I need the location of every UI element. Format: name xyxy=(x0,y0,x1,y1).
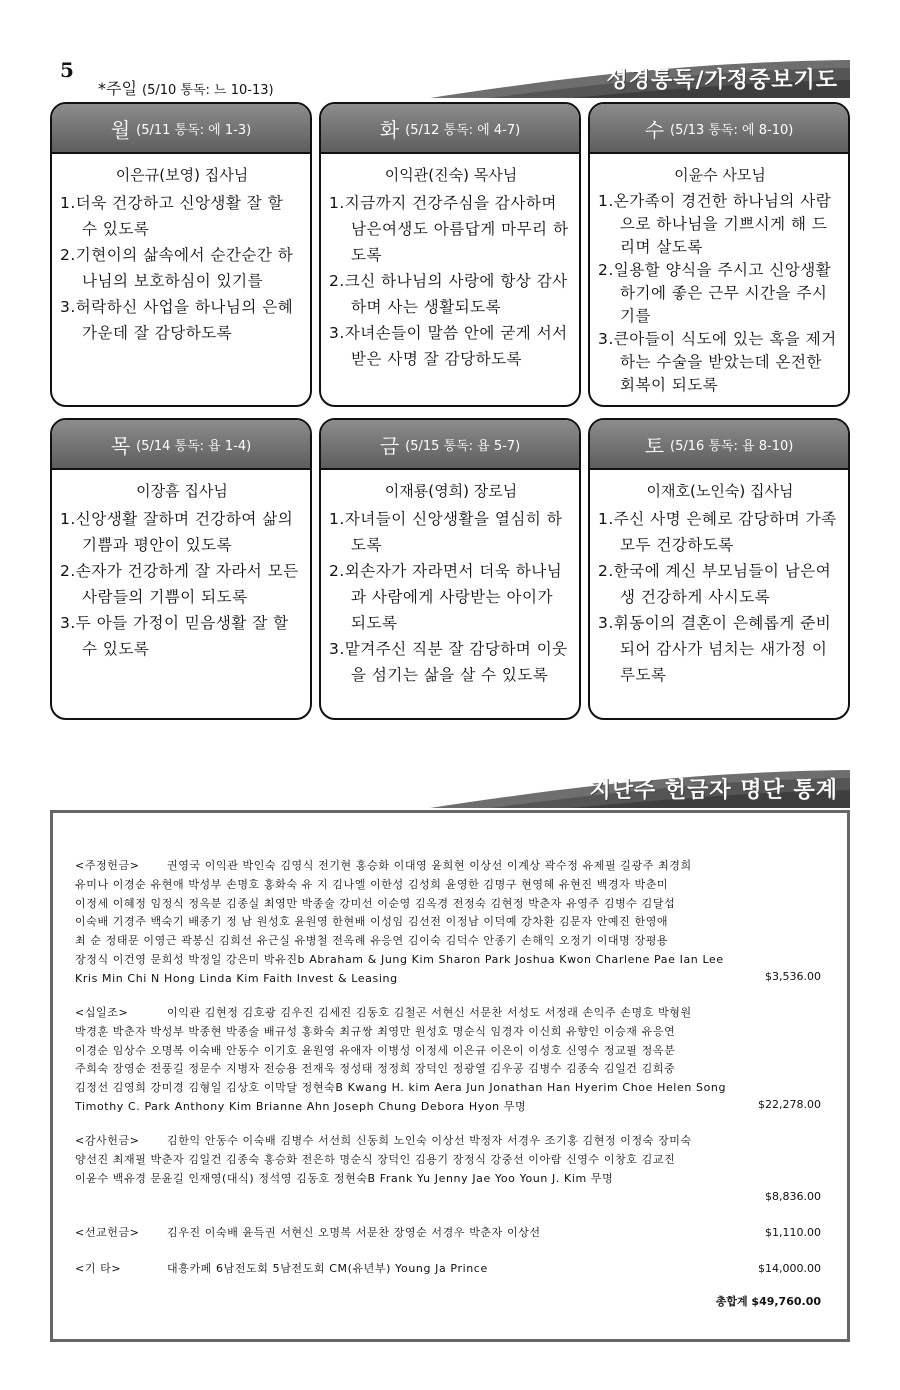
offering-category: <십일조> xyxy=(75,1006,129,1019)
sunday-reading-range: (5/10 통독: 느 10-13) xyxy=(142,83,274,98)
offering-names: Timothy C. Park Anthony Kim Brianne Ahn Joseph Chung Debora Hyon 무명 xyxy=(75,1099,527,1113)
page-number: 5 xyxy=(60,58,74,82)
offering-amount: $8,836.00 xyxy=(765,1190,821,1203)
offering-names: 최 순 정태문 이영근 곽봉신 김희선 유근실 유병철 전옥례 유응연 김이숙 김덕수 안종기 손해익 오정기 이대명 장평용 xyxy=(75,934,669,948)
offering-names: 이숙배 기경주 백숙기 배종기 정 남 원성호 윤원영 한현배 이성임 김선전 이정남 이덕예 강차환 김문자 안예진 한영애 xyxy=(75,915,669,929)
banner-title: 성경통독/가정중보기도 xyxy=(606,67,838,93)
offering-names: 김우진 이숙배 윤득권 서현신 오명복 서문찬 장영순 서경우 박춘자 이상선 xyxy=(167,1226,541,1239)
section-banner-offering xyxy=(430,770,850,808)
offering-names: 유미나 이경순 유현애 박성부 손명호 홍화숙 유 지 김나엘 이한성 김성희 윤영한 김명구 현영혜 유현진 백경자 박춘미 xyxy=(75,877,669,891)
offering-names: 주희숙 장영순 전풍길 정문수 지병자 전승용 전재욱 정성태 정정희 장덕인 정광열 김우공 김병수 김종숙 김일건 김희중 xyxy=(75,1062,676,1076)
offering-names: 이정세 이혜정 임정식 정옥분 김종실 최영만 박종술 강미선 이순영 김옥경 전정숙 김현정 박춘자 유영주 김병수 김달섭 xyxy=(75,896,676,910)
prayer-item: 2.크신 하나님의 사랑에 항상 감사하며 사는 생활되도록 xyxy=(329,272,568,316)
prayer-item: 1.주신 사명 은혜로 감당하며 가족 모두 건강하도록 xyxy=(598,510,837,554)
offering-amount: $22,278.00 xyxy=(758,1098,821,1111)
offering-amount: $14,000.00 xyxy=(758,1262,821,1275)
offering-category: <감사헌금> xyxy=(75,1134,140,1147)
day-card-fri xyxy=(319,418,581,720)
day-card-tue xyxy=(319,102,581,407)
day-name: 목 xyxy=(110,433,131,458)
offering-names: 대흥카페 6남전도회 5남전도회 CM(유년부) Young Ja Prince xyxy=(167,1262,488,1275)
day-reading: (5/12 통독: 에 4-7) xyxy=(405,122,521,138)
prayer-item: 1.지금까지 건강주심을 감사하며 남은여생도 아름답게 마무리 하도록 xyxy=(329,194,569,264)
prayer-item: 3.두 아들 가정이 믿음생활 잘 할 수 있도록 xyxy=(60,614,289,658)
day-header xyxy=(321,104,579,154)
prayer-item: 3.허락하신 사업을 하나님의 은혜가운데 잘 감당하도록 xyxy=(60,298,294,342)
day-header xyxy=(52,104,310,154)
offering-names: 박경훈 박춘자 박성부 박종현 박종술 배규성 홍화숙 최규쌍 최영만 원성호 명순식 임경자 이신희 유향인 이승재 유응연 xyxy=(75,1024,676,1038)
day-card-sat xyxy=(588,418,850,720)
prayer-item: 1.신앙생활 잘하며 건강하여 삶의 기쁨과 평안이 있도록 xyxy=(60,510,294,554)
day-name: 토 xyxy=(644,433,665,458)
day-reading: (5/15 통독: 욥 5-7) xyxy=(405,438,521,454)
prayer-item: 1.온가족이 경건한 하나님의 사람으로 하나님을 기쁘시게 해 드리며 살도록 xyxy=(598,192,832,256)
offering-names: 이윤수 백유경 문윤길 인재영(대식) 정석영 김동호 정현숙B Frank Yu Jenny Jae Yoo Youn J. Kim 무명 xyxy=(75,1171,614,1185)
offering-list-box xyxy=(50,810,850,1342)
prayer-item: 2.한국에 계신 부모님들이 남은여생 건강하게 사시도록 xyxy=(598,562,832,606)
prayer-person: 이장흠 집사님 xyxy=(136,482,228,500)
day-name: 금 xyxy=(379,433,400,458)
prayer-item: 3.자녀손들이 말씀 안에 굳게 서서 받은 사명 잘 감당하도록 xyxy=(329,324,568,368)
day-reading: (5/11 통독: 에 1-3) xyxy=(136,122,252,138)
day-header xyxy=(590,104,848,154)
day-header xyxy=(321,420,579,470)
prayer-person: 이재호(노인숙) 집사님 xyxy=(646,482,794,500)
day-card-wed xyxy=(588,102,850,407)
day-header xyxy=(590,420,848,470)
offering-names: 양선진 최재필 박춘자 김일건 김종숙 홍승화 전은하 명순식 장덕인 김용기 장정식 강중선 이아람 신영수 이창호 김교진 xyxy=(75,1152,676,1166)
day-reading: (5/16 통독: 욥 8-10) xyxy=(670,438,794,454)
prayer-person: 이재룡(영희) 장로님 xyxy=(384,482,518,500)
offering-names: 이경순 임상수 오명복 이숙배 안동수 이기호 윤원영 유애자 이병성 이정세 이은규 이은이 이성호 신영수 정교필 정옥분 xyxy=(75,1043,676,1057)
offering-amount: $3,536.00 xyxy=(765,970,821,983)
prayer-person: 이익관(진숙) 목사님 xyxy=(384,166,518,184)
offering-names: 김정선 김영희 강미경 김형일 김상호 이막달 정현숙B Kwang H. kim Aera Jun Jonathan Han Hyerim Choe Helen Song xyxy=(75,1081,727,1095)
offering-names: Kris Min Chi N Hong Linda Kim Faith Invest & Leasing xyxy=(75,971,398,985)
offering-names: 이익관 김현정 김호광 김우진 김세진 김동호 김철곤 서현신 서문찬 서성도 서정래 손익주 손명호 박형원 xyxy=(167,1006,692,1019)
day-reading: (5/14 통독: 욥 1-4) xyxy=(136,438,252,454)
prayer-item: 3.맡겨주신 직분 잘 감당하며 이웃을 섬기는 삶을 살 수 있도록 xyxy=(329,640,568,684)
offering-group-tenth xyxy=(75,1004,825,1117)
prayer-item: 1.자녀들이 신앙생활을 열심히 하도록 xyxy=(329,510,563,554)
prayer-item: 2.일용할 양식을 주시고 신앙생활하기에 좋은 근무 시간을 주시기를 xyxy=(598,261,832,325)
offering-category: <선교헌금> xyxy=(75,1226,140,1239)
day-name: 월 xyxy=(110,117,131,142)
offering-group-thanks xyxy=(75,1132,825,1188)
offering-group-tithe xyxy=(75,857,825,989)
day-name: 수 xyxy=(644,117,665,142)
prayer-person: 이은규(보영) 집사님 xyxy=(115,166,249,184)
offering-group-mission xyxy=(75,1224,825,1243)
sunday-reading xyxy=(98,76,274,99)
day-card-mon xyxy=(50,102,312,407)
prayer-item: 2.손자가 건강하게 잘 자라서 모든 사람들의 기쁨이 되도록 xyxy=(60,562,299,606)
offering-group-other xyxy=(75,1260,825,1279)
offering-amount: $1,110.00 xyxy=(765,1226,821,1239)
prayer-item: 2.외손자가 자라면서 더욱 하나님과 사람에게 사랑받는 아이가 되도록 xyxy=(329,562,563,632)
section-banner-prayer xyxy=(430,60,850,98)
offering-names: 권영국 이익관 박인숙 김영식 전기현 홍승화 이대영 윤희현 이상선 이계상 곽수정 유제필 길광주 최경희 xyxy=(167,859,692,872)
sunday-label: *주일 xyxy=(98,79,137,98)
offering-names: 김한익 안동수 이숙배 김병수 서선희 신동희 노인숙 이상선 박정자 서경우 조기홍 김현정 이정숙 장미숙 xyxy=(167,1134,692,1147)
offering-category: <기 타> xyxy=(75,1262,122,1275)
prayer-item: 3.큰아들이 식도에 있는 혹을 제거하는 수술을 받았는데 온전한 회복이 되도록 xyxy=(598,330,837,394)
offering-total: 총합계 $49,760.00 xyxy=(715,1295,821,1308)
prayer-item: 2.기현이의 삶속에서 순간순간 하나님의 보호하심이 있기를 xyxy=(60,246,294,290)
banner-title: 지난주 헌금자 명단 통계 xyxy=(589,777,838,803)
offering-names: 장정식 이건영 문희성 박정일 강은미 박유진b Abraham & Jung Kim Sharon Park Joshua Kwon Charlene Pae Ian Lee xyxy=(75,952,724,966)
prayer-person: 이윤수 사모님 xyxy=(674,166,766,184)
offering-category: <주정헌금> xyxy=(75,859,140,872)
day-header xyxy=(52,420,310,470)
day-name: 화 xyxy=(379,117,400,142)
prayer-item: 3.휘동이의 결혼이 은혜롭게 준비되어 감사가 넘치는 새가정 이루도록 xyxy=(598,614,832,684)
day-reading: (5/13 통독: 에 8-10) xyxy=(670,122,794,138)
prayer-item: 1.더욱 건강하고 신앙생활 잘 할 수 있도록 xyxy=(60,194,284,238)
day-card-thu xyxy=(50,418,312,720)
